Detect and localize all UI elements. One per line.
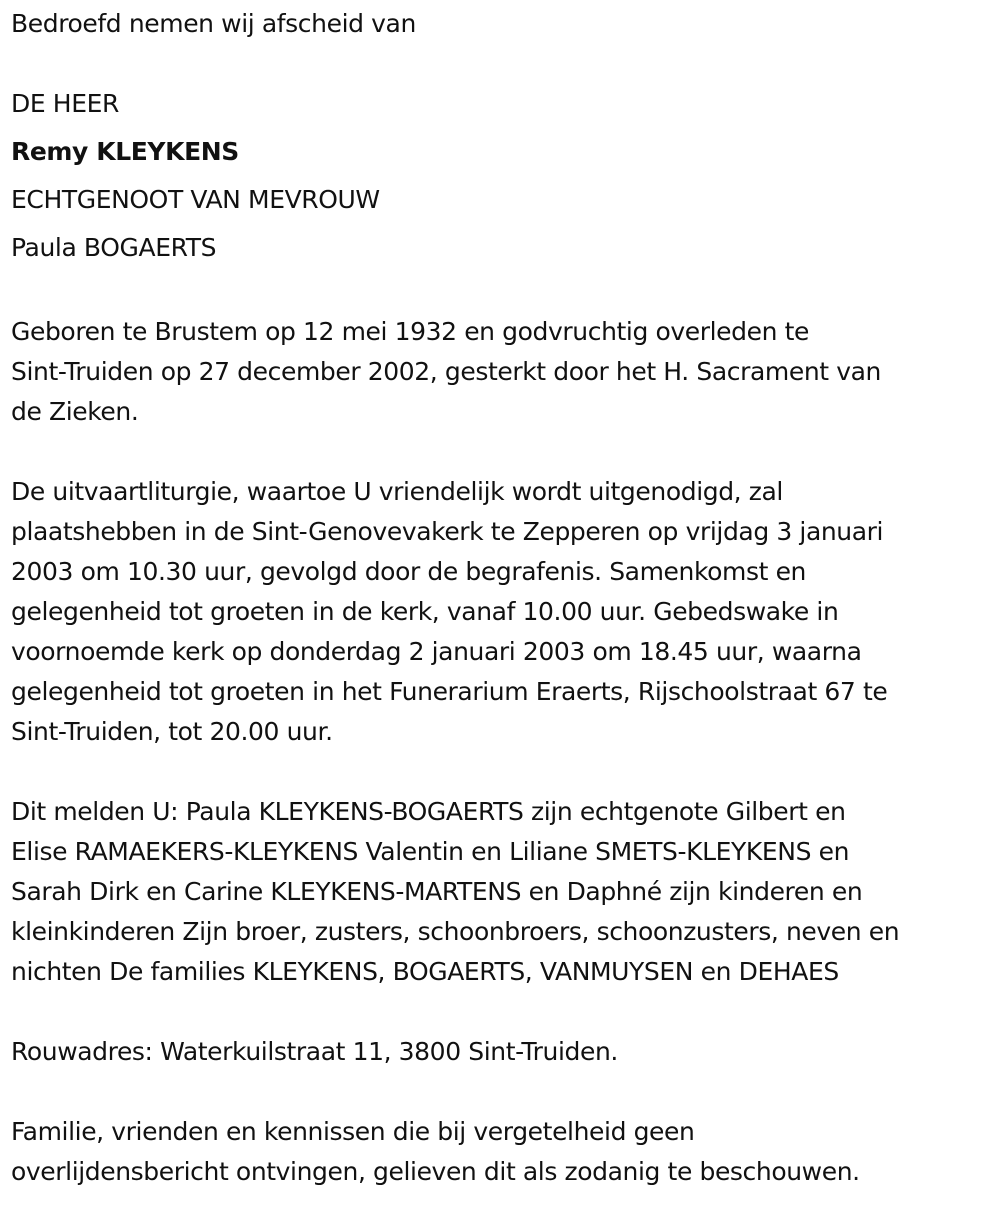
spacer <box>11 432 989 472</box>
paragraph-line: 2003 om 10.30 uur, gevolgd door de begrafenis. Samenkomst en <box>11 557 807 586</box>
spacer <box>11 752 989 792</box>
obituary-notice <box>11 0 989 1192</box>
birth-death-paragraph <box>11 312 989 432</box>
spacer <box>11 272 989 312</box>
paragraph-line: gelegenheid tot groeten in de kerk, vanaf 10.00 uur. Gebedswake in <box>11 597 839 626</box>
deceased-name: Remy KLEYKENS <box>11 137 239 166</box>
spouse-name: Paula BOGAERTS <box>11 233 217 262</box>
deceased-title: DE HEER <box>11 89 119 118</box>
paragraph-line: Elise RAMAEKERS-KLEYKENS Valentin en Liliane SMETS-KLEYKENS en <box>11 837 850 866</box>
paragraph-line: Dit melden U: Paula KLEYKENS-BOGAERTS zijn echtgenote Gilbert en <box>11 797 846 826</box>
funeral-paragraph <box>11 472 989 752</box>
paragraph-line: gelegenheid tot groeten in het Funerarium Eraerts, Rijschoolstraat 67 te <box>11 677 888 706</box>
paragraph-line: Geboren te Brustem op 12 mei 1932 en godvruchtig overleden te <box>11 317 809 346</box>
paragraph-line: de Zieken. <box>11 397 139 426</box>
deceased-relation: ECHTGENOOT VAN MEVROUW <box>11 185 380 214</box>
paragraph-line: Sint-Truiden op 27 december 2002, gesterkt door het H. Sacrament van <box>11 357 881 386</box>
spacer <box>11 992 989 1032</box>
paragraph-line: De uitvaartliturgie, waartoe U vriendelijk wordt uitgenodigd, zal <box>11 477 783 506</box>
paragraph-line: voornoemde kerk op donderdag 2 januari 2003 om 18.45 uur, waarna <box>11 637 862 666</box>
paragraph-line: Sarah Dirk en Carine KLEYKENS-MARTENS en Daphné zijn kinderen en <box>11 877 863 906</box>
announcement-paragraph <box>11 792 989 992</box>
spacer <box>11 1072 989 1112</box>
address-paragraph <box>11 1032 989 1072</box>
paragraph-line: nichten De families KLEYKENS, BOGAERTS, VANMUYSEN en DEHAES <box>11 957 839 986</box>
paragraph-line: overlijdensbericht ontvingen, gelieven dit als zodanig te beschouwen. <box>11 1157 860 1186</box>
paragraph-line: Sint-Truiden, tot 20.00 uur. <box>11 717 333 746</box>
intro-text: Bedroefd nemen wij afscheid van <box>11 9 416 38</box>
paragraph-line: Familie, vrienden en kennissen die bij vergetelheid geen <box>11 1117 695 1146</box>
mourning-address: Rouwadres: Waterkuilstraat 11, 3800 Sint-Truiden. <box>11 1037 618 1066</box>
paragraph-line: plaatshebben in de Sint-Genovevakerk te Zepperen op vrijdag 3 januari <box>11 517 884 546</box>
paragraph-line: kleinkinderen Zijn broer, zusters, schoonbroers, schoonzusters, neven en <box>11 917 900 946</box>
deceased-block <box>11 80 989 272</box>
spacer <box>11 48 989 80</box>
closing-paragraph <box>11 1112 989 1192</box>
